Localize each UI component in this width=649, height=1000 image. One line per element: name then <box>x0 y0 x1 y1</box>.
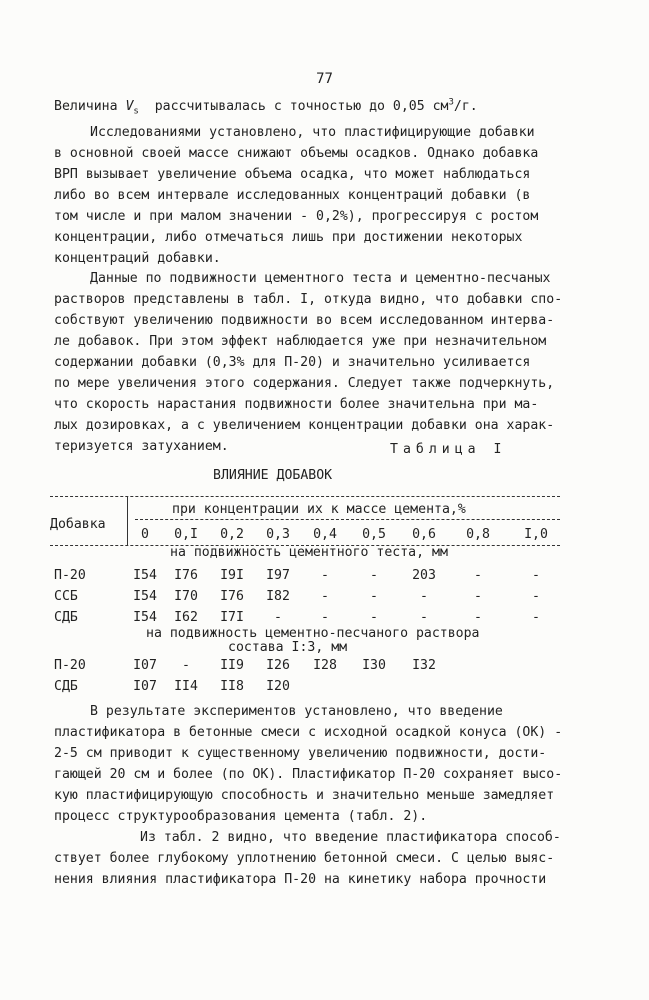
para3-line: Данные по подвижности цементного теста и цементно-песчаных <box>90 271 551 286</box>
row-label: ССБ <box>54 589 78 604</box>
table-cell: - <box>420 610 428 625</box>
concentration-header: 0,8 <box>466 527 490 542</box>
table-cell: I28 <box>313 658 337 673</box>
para3-line: что скорость нарастания подвижности более значительна при ма- <box>54 397 539 412</box>
row-header: Добавка <box>50 517 106 532</box>
table-cell: - <box>474 568 482 583</box>
table-cell: I76 <box>220 589 244 604</box>
para2-line: Исследованиями установлено, что пластифицирующие добавки <box>90 125 535 140</box>
para4-line: В результате экспериментов установлено, что введение <box>90 704 503 719</box>
table-cell: I26 <box>266 658 290 673</box>
para2-line: либо во всем интервале исследованных концентраций добавки (в <box>54 188 531 203</box>
page-number: 77 <box>316 71 333 87</box>
table-cell: I07 <box>133 679 157 694</box>
concentration-header: 0,3 <box>266 527 290 542</box>
table-cell: I70 <box>174 589 198 604</box>
concentration-header: 0,2 <box>220 527 244 542</box>
row-label: П-20 <box>54 568 86 583</box>
table-cell: - <box>370 568 378 583</box>
table-label: Таблица I <box>390 442 507 457</box>
para2-line: концентрации, либо отмечаться лишь при достижении некоторых <box>54 230 523 245</box>
table-cell: I54 <box>133 568 157 583</box>
para4-line: пластификатора в бетонные смеси с исходной осадкой конуса (ОК) - <box>54 725 563 740</box>
para3-line: теризуется затуханием. <box>54 439 229 454</box>
para2-line: том числе и при малом значении - 0,2%), прогрессируя с ростом <box>54 209 539 224</box>
group-header: при концентрации их к массе цемента,% <box>172 502 466 517</box>
concentration-header: 0,5 <box>362 527 386 542</box>
para3-line: лых дозировках, а с увеличением концентрации добавки она харак- <box>54 418 555 433</box>
para1-unit-tail: /г. <box>453 99 478 114</box>
table-cell: - <box>274 610 282 625</box>
concentration-header: 0,6 <box>412 527 436 542</box>
para3-line: растворов представлены в табл. I, откуда видно, что добавки спо- <box>54 292 563 307</box>
table-cell: I9I <box>220 568 244 583</box>
para5-line: ствует более глубокому уплотнению бетонной смеси. С целью выяс- <box>54 851 555 866</box>
table-cell: I54 <box>133 610 157 625</box>
section2-title: на подвижность цементно-песчаного раствора <box>146 626 480 641</box>
table-cell: 203 <box>412 568 436 583</box>
table-cell: - <box>420 589 428 604</box>
table-cell: I30 <box>362 658 386 673</box>
para3-line: по мере увеличения этого содержания. Следует также подчеркнуть, <box>54 376 555 391</box>
table-cell: I07 <box>133 658 157 673</box>
section2-title: состава I:3, мм <box>228 640 348 655</box>
para3-line: содержании добавки (0,3% для П-20) и значительно усиливается <box>54 355 531 370</box>
para5-line: Из табл. 2 видно, что введение пластификатора способ- <box>140 830 561 845</box>
table-cell: - <box>321 589 329 604</box>
table-cell: II9 <box>220 658 244 673</box>
group-header-rule <box>135 519 560 520</box>
para3-line: ле добавок. При этом эффект наблюдается уже при незначительном <box>54 334 547 349</box>
para2-line: ВРП вызывает увеличение объема осадка, что может наблюдаться <box>54 167 531 182</box>
table-cell: I76 <box>174 568 198 583</box>
table-cell: - <box>532 610 540 625</box>
table-cell: I97 <box>266 568 290 583</box>
table-cell: I7I <box>220 610 244 625</box>
vs-symbol: V <box>125 99 134 114</box>
table-cell: I20 <box>266 679 290 694</box>
row-label: П-20 <box>54 658 86 673</box>
concentration-header: 0 <box>141 527 149 542</box>
para2-line: концентраций добавки. <box>54 251 221 266</box>
para1-post: рассчитывалась с точностью до 0,05 см <box>138 99 449 114</box>
table-cell: II4 <box>174 679 198 694</box>
table-cell: - <box>321 610 329 625</box>
concentration-header: I,0 <box>524 527 548 542</box>
table-cell: - <box>370 610 378 625</box>
table-cell: - <box>370 589 378 604</box>
table-cell: - <box>532 589 540 604</box>
table-cell: I62 <box>174 610 198 625</box>
para3-line: собствуют увеличению подвижности во всем исследованном интерва- <box>54 313 555 328</box>
para4-line: процесс структурообразования цемента (табл. 2). <box>54 809 428 824</box>
table-cell: - <box>474 610 482 625</box>
para4-line: 2-5 см приводит к существенному увеличению подвижности, дости- <box>54 746 547 761</box>
concentration-header: 0,I <box>174 527 198 542</box>
section1-title: на подвижность цементного теста, мм <box>170 545 448 560</box>
table-cell: I32 <box>412 658 436 673</box>
table-cell: - <box>532 568 540 583</box>
table-cell: - <box>474 589 482 604</box>
vs-subscript: s <box>133 106 139 117</box>
para1-pre: Величина <box>54 99 126 114</box>
para5-line: нения влияния пластификатора П-20 на кинетику набора прочности <box>54 872 547 887</box>
table-cell: I82 <box>266 589 290 604</box>
para4-line: кую пластифицирующую способность и значительно меньше замедляет <box>54 788 555 803</box>
row-label: СДБ <box>54 679 78 694</box>
table-cell: - <box>182 658 190 673</box>
row-label: СДБ <box>54 610 78 625</box>
concentration-header: 0,4 <box>313 527 337 542</box>
unit-superscript: 3 <box>448 97 454 108</box>
table-cell: I54 <box>133 589 157 604</box>
table-cell: - <box>321 568 329 583</box>
table-title: ВЛИЯНИЕ ДОБАВОК <box>213 468 333 483</box>
table-cell: II8 <box>220 679 244 694</box>
para4-line: гающей 20 см и более (по ОК). Пластификатор П-20 сохраняет высо- <box>54 767 563 782</box>
para1-line <box>54 97 478 122</box>
para2-line: в основной своей массе снижают объемы осадков. Однако добавка <box>54 146 539 161</box>
